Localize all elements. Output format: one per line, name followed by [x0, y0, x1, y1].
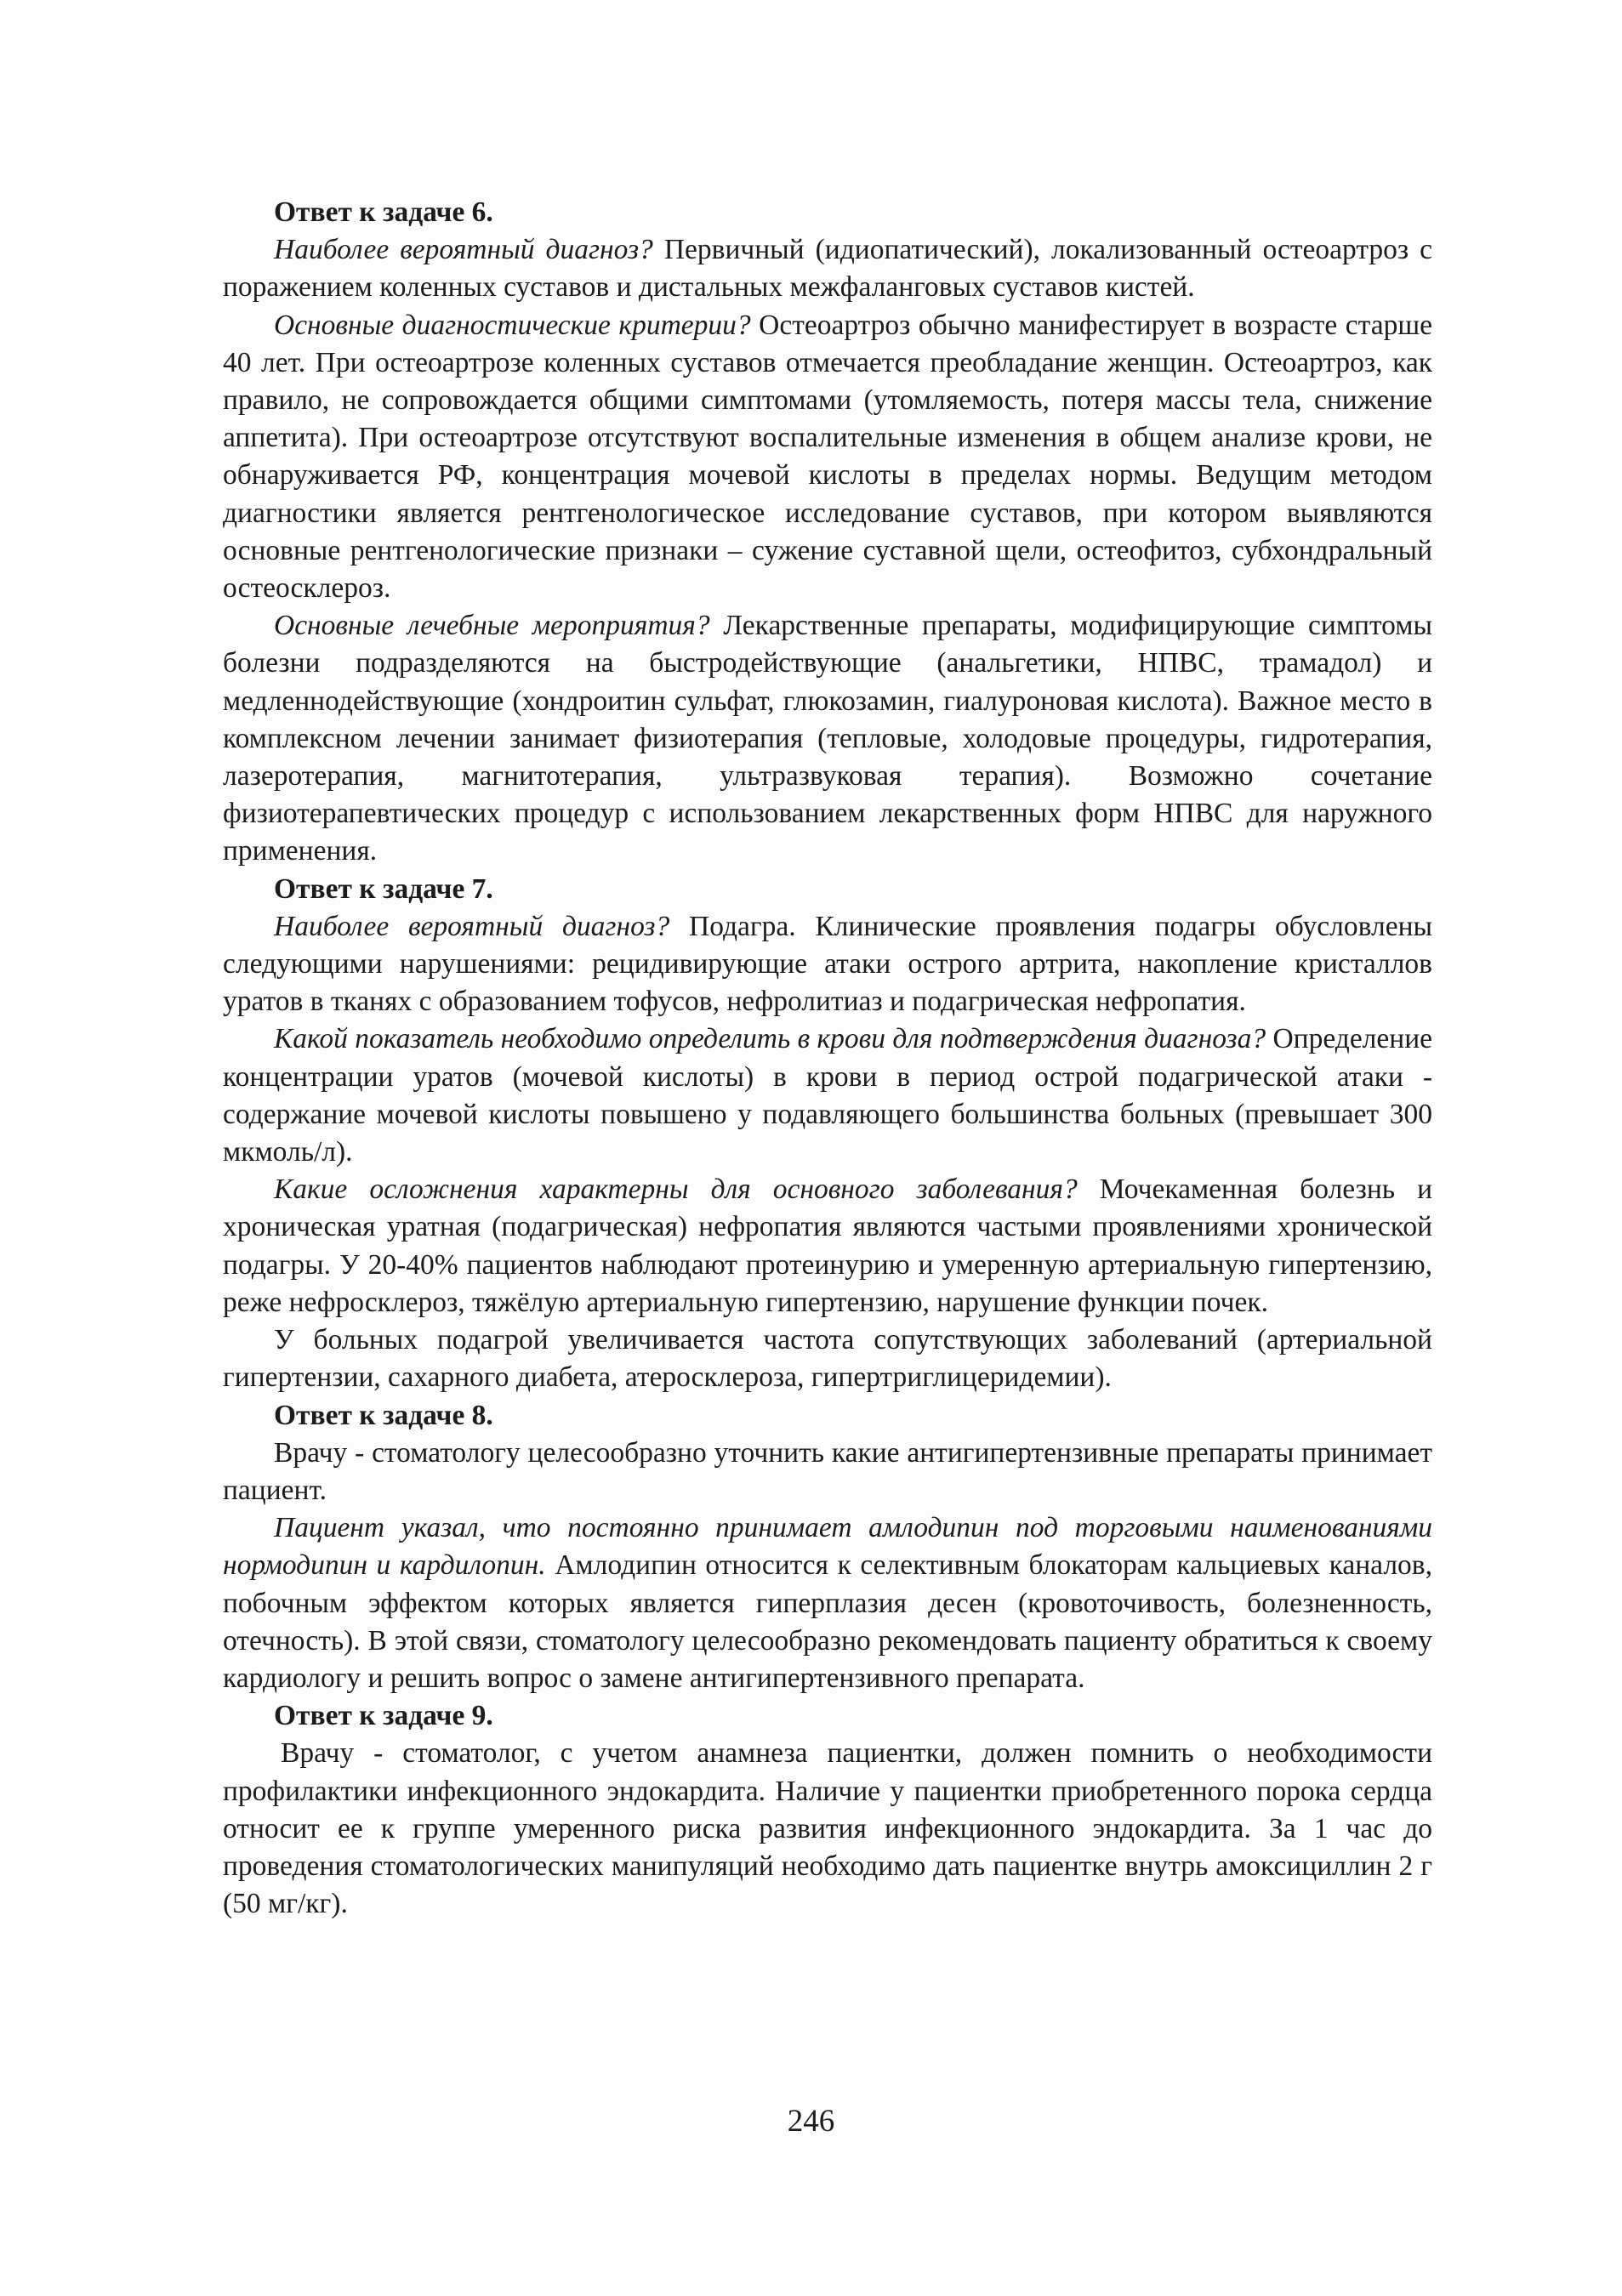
- task8-advice-paragraph: Врачу - стоматологу целесообразно уточнить какие антигипертензивные препараты принимает пациент.: [223, 1436, 1432, 1506]
- task7-diagnosis-question: Наиболее вероятный диагноз?: [274, 910, 670, 942]
- task6-diagnosis-answer: Первичный (идиопатический), локализованный остеоартроз с поражением коленных суставов и дистальных межфаланговых суставов кистей.: [223, 234, 1433, 304]
- task6-treatment-question: Основные лечебные мероприятия?: [274, 610, 710, 642]
- task7-blood-test-question: Какой показатель необходимо определить в крови для подтверждения диагноза?: [274, 1023, 1266, 1055]
- task6-treatment-answer: Лекарственные препараты, модифицирующие симптомы болезни подразделяются на быстродействующие (анальгетики, НПВС, трамадол) и медленнодействующие (хондроитин сульфат, глюкозамин, гиалуроновая кислота). Важное место в комплексном лечении занимает физиотерапия (тепловые, холодовые процедуры, гидротерапия, лазеротерапия, магнитотерапия, ультразвуковая терапия). Возможно сочетание физиотерапевтических процедур с использованием лекарственных форм НПВС для наружного применения.: [223, 610, 1432, 867]
- page-number: 246: [787, 2104, 835, 2139]
- task7-diagnosis-paragraph: [223, 908, 1432, 1021]
- task7-blood-test-answer: Определение концентрации уратов (мочевой кислоты) в крови в период острой подагрической атаки - содержание мочевой кислоты повышено у подавляющего большинства больных (превышает 300 мкмоль/л).: [223, 1023, 1432, 1168]
- task9-heading: Ответ к задаче 9.: [274, 1700, 493, 1732]
- task7-complications-paragraph: [223, 1171, 1432, 1321]
- task6-criteria-paragraph: [223, 307, 1432, 608]
- task7-diagnosis-answer: Подагра. Клинические проявления подагры обусловлены следующими нарушениями: рецидивирующие атаки острого артрита, накопление кристаллов уратов в тканях с образованием тофусов, нефролитиаз и подагрическая нефропатия.: [223, 910, 1433, 1018]
- task7-heading: Ответ к задаче 7.: [274, 872, 493, 905]
- task7-complications-answer: Мочекаменная болезнь и хроническая уратная (подагрическая) нефропатия являются частыми проявлениями хронической подагры. У 20-40% пациентов наблюдают протеинурию и умеренную артериальную гипертензию, реже нефросклероз, тяжёлую артериальную гипертензию, нарушение функции почек.: [223, 1174, 1432, 1318]
- task7-comorbidity-paragraph: У больных подагрой увеличивается частота сопутствующих заболеваний (артериальной гипертензии, сахарного диабета, атеросклероза, гипертриглицеридемии).: [223, 1324, 1432, 1394]
- task6-criteria-answer: Остеоартроз обычно манифестирует в возрасте старше 40 лет. При остеоартрозе коленных суставов отмечается преобладание женщин. Остеоартроз, как правило, не сопровождается общими симптомами (утомляемость, потеря массы тела, снижение аппетита). При остеоартрозе отсутствуют воспалительные изменения в общем анализе крови, не обнаруживается РФ, концентрация мочевой кислоты в пределах нормы. Ведущим методом диагностики является рентгенологическое исследование суставов, при котором выявляются основные рентгенологические признаки – сужение суставной щели, остеофитоз, субхондральный остеосклероз.: [223, 309, 1432, 605]
- task8-patient-statement: Пациент указал, что постоянно принимает амлодипин под торговыми наименованиями нормодипин и кардилопин.: [223, 1512, 1432, 1582]
- document-body: [223, 194, 1432, 1923]
- task8-patient-paragraph: [223, 1509, 1432, 1697]
- task6-criteria-question: Основные диагностические критерии?: [274, 309, 751, 341]
- task7-complications-question: Какие осложнения характерны для основного заболевания?: [274, 1174, 1078, 1206]
- task6-diagnosis-question: Наиболее вероятный диагноз?: [274, 234, 653, 266]
- task7-blood-test-paragraph: [223, 1020, 1432, 1171]
- task6-diagnosis-paragraph: [223, 231, 1432, 306]
- task9-answer-paragraph: Врачу - стоматолог, с учетом анамнеза пациентки, должен помнить о необходимости профилактики инфекционного эндокардита. Наличие у пациентки приобретенного порока сердца относит ее к группе умеренного риска развития инфекционного эндокардита. За 1 час до проведения стоматологических манипуляций необходимо дать пациентке внутрь амоксициллин 2 г (50 мг/кг).: [223, 1737, 1432, 1920]
- task8-patient-answer: Амлодипин относится к селективным блокаторам кальциевых каналов, побочным эффектом которых является гиперплазия десен (кровоточивость, болезненность, отечность). В этой связи, стоматологу целесообразно рекомендовать пациенту обратиться к своему кардиологу и решить вопрос о замене антигипертензивного препарата.: [223, 1549, 1432, 1694]
- task6-heading: Ответ к задаче 6.: [274, 196, 493, 228]
- task6-treatment-paragraph: [223, 607, 1432, 870]
- task8-heading: Ответ к задаче 8.: [274, 1399, 493, 1431]
